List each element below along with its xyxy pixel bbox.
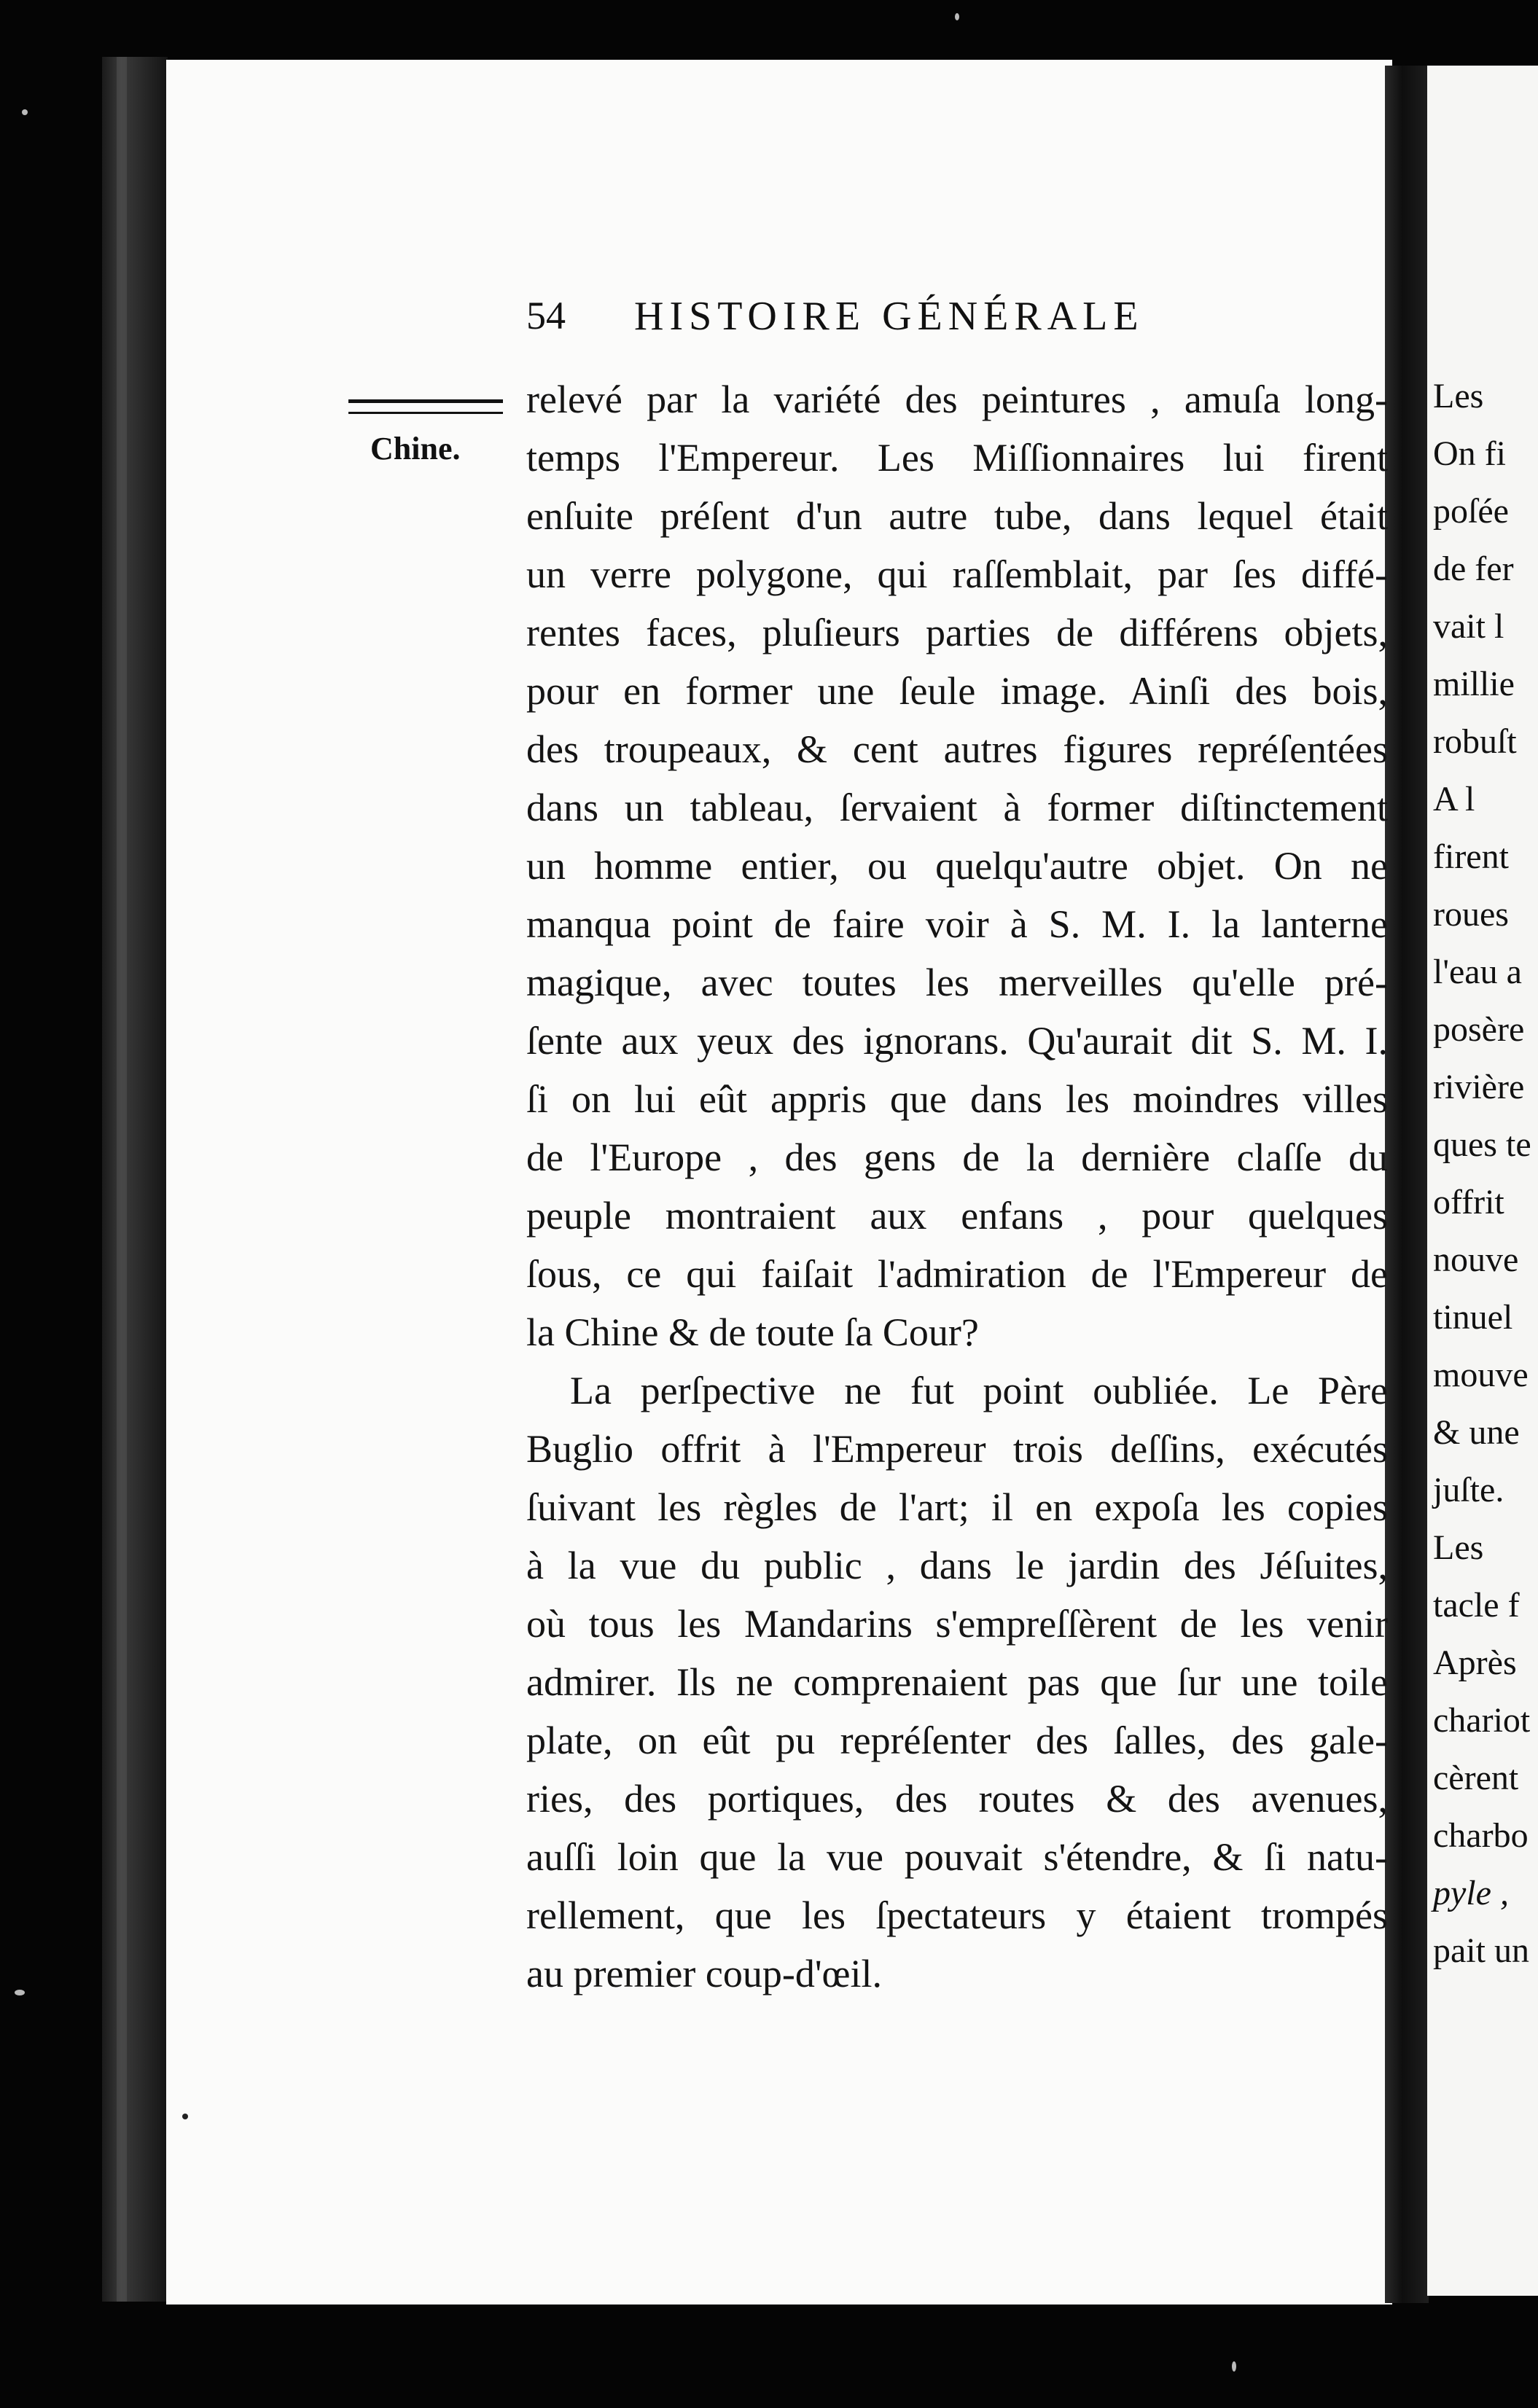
- scan-speck: [1232, 2361, 1236, 2372]
- margin-note: Chine.: [370, 431, 461, 466]
- body-line: un verre polygone, qui raſſemblait, par ſes diffé-: [526, 552, 1388, 596]
- body-line: au premier coup-d'œil.: [526, 1952, 883, 1995]
- body-line: où tous les Mandarins s'empreſſèrent de les venir: [526, 1602, 1388, 1646]
- facing-page-line: posère: [1433, 1010, 1525, 1049]
- body-line: magique, avec toutes les merveilles qu'elle pré-: [526, 961, 1388, 1004]
- body-line: la Chine & de toute ſa Cour?: [526, 1310, 979, 1354]
- facing-page-line: vait l: [1433, 607, 1504, 646]
- body-line: ſous, ce qui faiſait l'admiration de l'Empereur de: [526, 1252, 1388, 1296]
- body-line: enſuite préſent d'un autre tube, dans lequel était: [526, 494, 1388, 538]
- body-line: Buglio offrit à l'Empereur trois deſſins, exécutés: [526, 1427, 1388, 1471]
- facing-page-line: millie: [1433, 665, 1515, 703]
- facing-page-line: charbo: [1433, 1816, 1529, 1855]
- scan-speck: [15, 1990, 25, 1995]
- body-line: ſente aux yeux des ignorans. Qu'aurait dit S. M. I.: [526, 1019, 1388, 1063]
- margin-rule: [348, 399, 503, 414]
- facing-page-line: tinuel: [1433, 1298, 1513, 1337]
- facing-page-line: cèrent: [1433, 1759, 1519, 1797]
- body-line: dans un tableau, ſervaient à former diſtinctement: [526, 786, 1388, 829]
- body-line: admirer. Ils ne comprenaient pas que ſur une toile: [526, 1660, 1388, 1704]
- facing-page-line: juſte.: [1433, 1471, 1504, 1509]
- facing-page-line: mouve: [1433, 1356, 1529, 1394]
- running-title: HISTOIRE GÉNÉRALE: [634, 294, 1144, 339]
- body-line: manqua point de faire voir à S. M. I. la lanterne: [526, 902, 1388, 946]
- body-line: relevé par la variété des peintures , amuſa long-: [526, 378, 1388, 421]
- facing-page-line: A l: [1433, 780, 1475, 818]
- facing-page: [1427, 66, 1538, 2296]
- facing-page-line: poſée: [1433, 492, 1509, 531]
- body-line: ries, des portiques, des routes & des avenues,: [526, 1777, 1388, 1821]
- body-line: temps l'Empereur. Les Miſſionnaires lui firent: [526, 436, 1388, 480]
- page-gutter: [1385, 66, 1429, 2303]
- facing-page-line: pait un: [1433, 1931, 1529, 1970]
- facing-page-line: l'eau a: [1433, 953, 1522, 991]
- facing-page-line: & une: [1433, 1413, 1520, 1452]
- body-line: rellement, que les ſpectateurs y étaient trompés: [526, 1893, 1388, 1937]
- scan-speck: [182, 2114, 188, 2119]
- facing-page-line: Les: [1433, 377, 1484, 415]
- facing-page-line: ques te: [1433, 1125, 1531, 1164]
- facing-page-line: firent: [1433, 837, 1509, 876]
- body-line: ſi on lui eût appris que dans les moindres villes: [526, 1077, 1388, 1121]
- facing-page-line: rivière: [1433, 1068, 1525, 1106]
- body-line: un homme entier, ou quelqu'autre objet. On ne: [526, 844, 1388, 888]
- facing-page-line: de fer: [1433, 550, 1514, 588]
- facing-page-line: nouve: [1433, 1240, 1519, 1279]
- body-text: [526, 370, 1388, 2003]
- body-line: La perſpective ne fut point oubliée. Le Père: [570, 1369, 1388, 1412]
- body-line: à la vue du public , dans le jardin des Jéſuites,: [526, 1544, 1388, 1587]
- body-line: pour en former une ſeule image. Ainſi des bois,: [526, 669, 1388, 713]
- facing-page-line: robuſt: [1433, 722, 1517, 761]
- page-number: 54: [526, 294, 566, 337]
- spine-stripe: [117, 57, 127, 2302]
- facing-page-line: roues: [1433, 895, 1509, 934]
- body-line: auſſi loin que la vue pouvait s'étendre, & ſi natu-: [526, 1835, 1388, 1879]
- body-line: rentes faces, pluſieurs parties de différens objets,: [526, 611, 1388, 654]
- facing-page-line: Les: [1433, 1528, 1484, 1567]
- body-line: de l'Europe , des gens de la dernière claſſe du: [526, 1135, 1388, 1179]
- scan-speck: [22, 109, 28, 115]
- book-spine-edge: [102, 57, 168, 2302]
- body-line: plate, on eût pu repréſenter des ſalles, des gale-: [526, 1719, 1388, 1762]
- facing-page-line: On fi: [1433, 434, 1506, 473]
- body-line: peuple montraient aux enfans , pour quelques: [526, 1194, 1388, 1238]
- body-line: des troupeaux, & cent autres figures repréſentées: [526, 727, 1388, 771]
- facing-page-line: offrit: [1433, 1183, 1504, 1221]
- scan-speck: [955, 13, 959, 20]
- body-line: ſuivant les règles de l'art; il en expoſa les copies: [526, 1485, 1388, 1529]
- facing-page-line: pyle ,: [1433, 1874, 1509, 1912]
- facing-page-line: Après: [1433, 1643, 1517, 1682]
- facing-page-line: tacle f: [1433, 1586, 1520, 1625]
- facing-page-line: chariot: [1433, 1701, 1531, 1740]
